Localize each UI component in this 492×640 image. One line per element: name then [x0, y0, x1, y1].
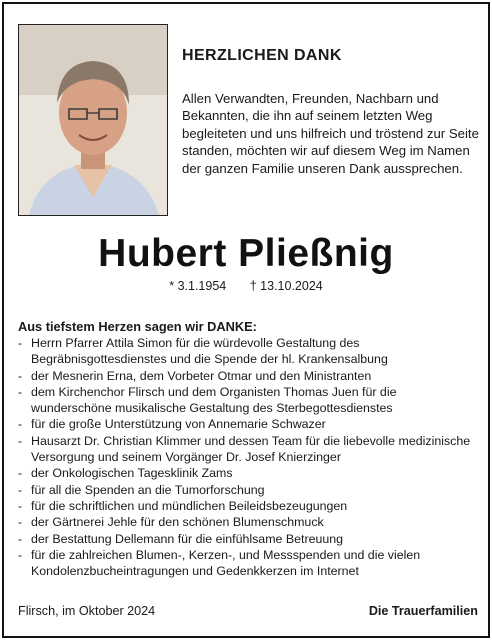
thanks-title: Aus tiefstem Herzen sagen wir DANKE: — [18, 319, 257, 334]
thanks-list-item — [18, 531, 480, 547]
thanks-list-item — [18, 498, 480, 514]
thanks-item-text: der Mesnerin Erna, dem Vorbeter Otmar und den Ministranten — [31, 368, 372, 383]
thanks-item-text: der Onkologischen Tagesklinik Zams — [31, 466, 233, 481]
birth-date: * 3.1.1954 — [169, 279, 227, 293]
thanks-item-text: der Bestattung Dellemann für die einfühlsame Betreuung — [31, 531, 344, 546]
thanks-item-text: für die schriftlichen und mündlichen Beileidsbezeugungen — [31, 498, 348, 513]
thanks-list — [18, 335, 480, 579]
bullet-dash: - — [18, 384, 23, 399]
thanks-list-item — [18, 335, 480, 368]
bullet-dash: - — [18, 498, 23, 513]
place-date: Flirsch, im Oktober 2024 — [18, 604, 156, 618]
bullet-dash: - — [18, 466, 23, 481]
bullet-dash: - — [18, 482, 23, 497]
thanks-item-text: dem Kirchenchor Flirsch und dem Organisten Thomas Juen für die wunderschöne musikalische Gestaltung des Sterbegottesdienstes — [31, 384, 397, 416]
thanks-item-text: für die zahlreichen Blumen-, Kerzen-, und Messspenden und die vielen Kondolenzbucheintragungen und Gedenkkerzen im Internet — [31, 547, 421, 579]
bullet-dash: - — [18, 531, 23, 546]
thanks-item-text: Herrn Pfarrer Attila Simon für die würdevolle Gestaltung des Begräbnisgottesdienstes und die Spende der hl. Krankensalbung — [31, 336, 388, 367]
bullet-dash: - — [18, 433, 23, 448]
thanks-list-item — [18, 368, 480, 384]
thanks-list-item — [18, 433, 480, 466]
death-date: † 13.10.2024 — [249, 279, 323, 293]
thanks-list-item — [18, 416, 480, 432]
bullet-dash: - — [18, 547, 23, 562]
thanks-list-item — [18, 547, 480, 580]
bullet-dash: - — [18, 417, 23, 432]
deceased-name: Hubert Pließnig — [98, 232, 394, 275]
thanks-item-text: für all die Spenden an die Tumorforschung — [31, 482, 265, 497]
heading-title: HERZLICHEN DANK — [182, 47, 342, 64]
bullet-dash: - — [18, 336, 23, 350]
thanks-list-item — [18, 384, 480, 417]
thanks-item-text: Hausarzt Dr. Christian Klimmer und dessen Team für die liebevolle medizinische Versorgung und seinem Vorgänger Dr. Josef Knierzinger — [31, 433, 471, 465]
thanks-list-item — [18, 465, 480, 481]
intro-text: Allen Verwandten, Freunden, Nachbarn und Bekannten, die ihn auf seinem letzten Weg begleiteten und uns hilfreich und tröstend zur Seite standen, möchten wir auf diesem Weg im Namen der ganzen Familie unseren Dank aussprechen. — [182, 91, 479, 176]
portrait-photo — [18, 24, 168, 216]
thanks-list-item — [18, 514, 480, 530]
signature: Die Trauerfamilien — [368, 604, 478, 618]
bullet-dash: - — [18, 368, 23, 383]
thanks-list-item — [18, 482, 480, 498]
thanks-item-text: für die große Unterstützung von Annemarie Schwazer — [31, 417, 326, 432]
bullet-dash: - — [18, 515, 23, 530]
life-dates — [0, 279, 492, 293]
thanks-item-text: der Gärtnerei Jehle für den schönen Blumenschmuck — [31, 515, 324, 530]
